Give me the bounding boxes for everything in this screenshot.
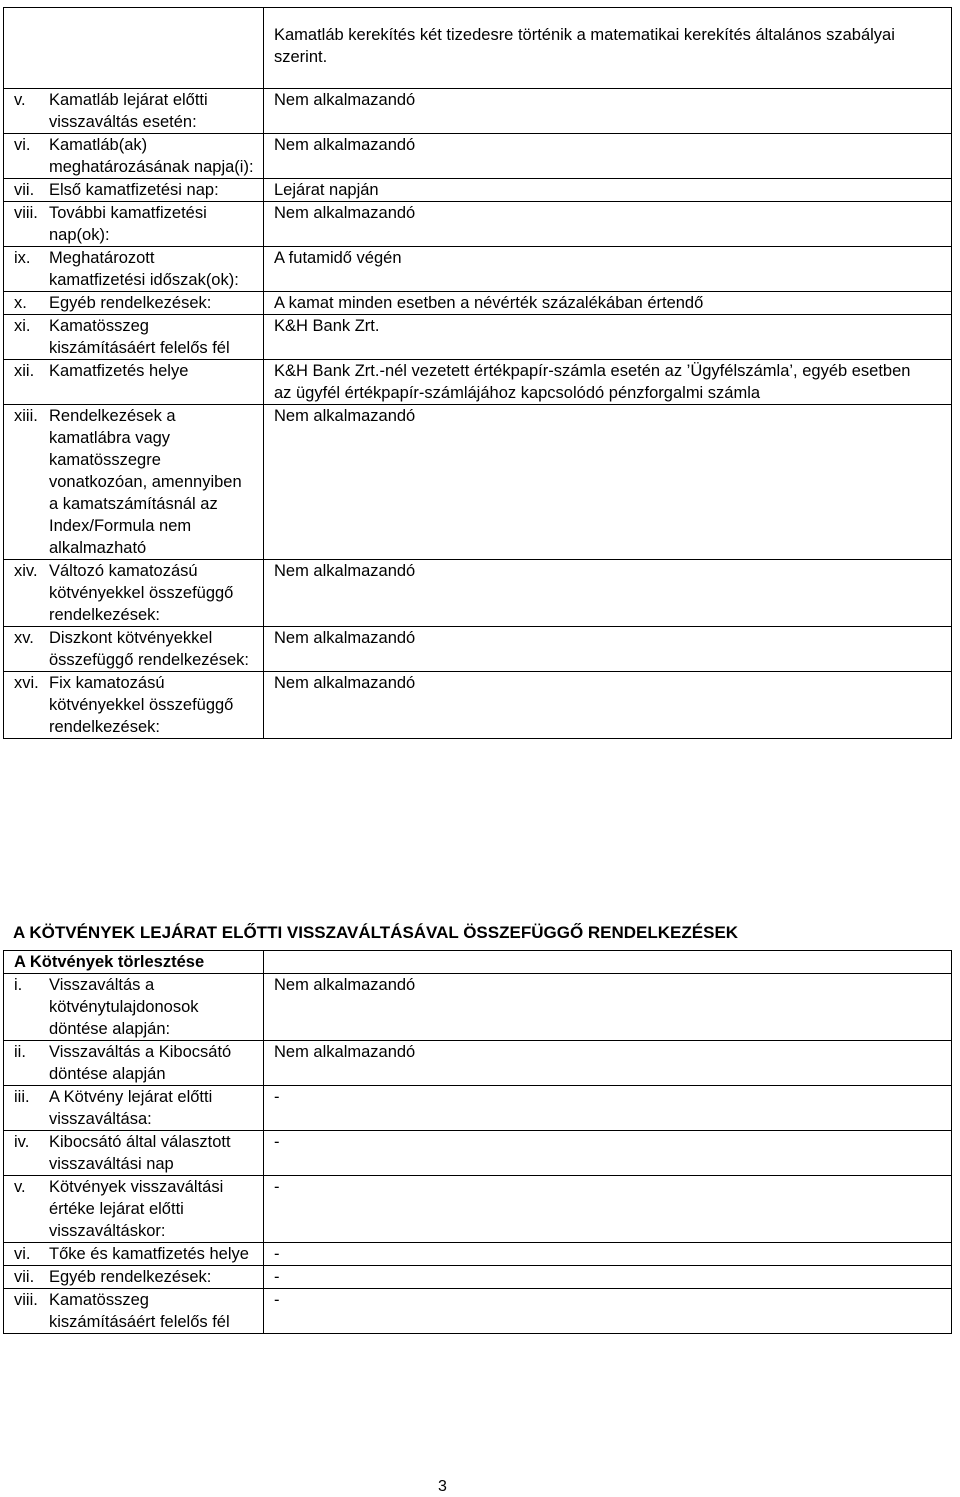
row-label: Kötvények visszaváltási értéke lejárat előtti visszaváltáskor:	[49, 1178, 224, 1240]
row-value: -	[264, 1086, 952, 1131]
row-value: Nem alkalmazandó	[264, 560, 952, 627]
row-label-cell	[4, 974, 264, 1041]
row-label-cell	[4, 360, 264, 405]
row-label: Tőke és kamatfizetés helye	[49, 1245, 249, 1263]
empty-cell	[4, 8, 264, 89]
table-row	[4, 292, 952, 315]
row-number: vi.	[14, 136, 31, 154]
row-number: xiii.	[14, 407, 38, 425]
table-row	[4, 974, 952, 1041]
row-label: Kamatösszeg kiszámításáért felelős fél	[49, 1291, 230, 1331]
row-value: K&H Bank Zrt.-nél vezetett értékpapír-számla esetén az ’Ügyfélszámla’, egyéb esetben az ügyfél értékpapír-számlájához kapcsolódó pénzforgalmi számla	[264, 360, 952, 405]
page-number: 3	[438, 1478, 447, 1495]
table-row	[4, 1266, 952, 1289]
row-label: Kibocsátó által választott visszaváltási nap	[49, 1133, 231, 1173]
table-row	[4, 202, 952, 247]
table-row	[4, 672, 952, 739]
row-value: -	[264, 1243, 952, 1266]
row-number: xii.	[14, 362, 35, 380]
row-label-cell	[4, 247, 264, 292]
row-number: x.	[14, 294, 27, 312]
section-heading: A KÖTVÉNYEK LEJÁRAT ELŐTTI VISSZAVÁLTÁSÁVAL ÖSSZEFÜGGŐ RENDELKEZÉSEK	[13, 923, 739, 942]
row-number: vii.	[14, 1268, 35, 1286]
row-value: K&H Bank Zrt.	[264, 315, 952, 360]
row-label: Kamatláb lejárat előtti visszaváltás esetén:	[49, 91, 208, 131]
table-row	[4, 8, 952, 89]
row-label-cell	[4, 89, 264, 134]
row-number: iv.	[14, 1133, 30, 1151]
row-label-cell	[4, 1289, 264, 1334]
table-row	[4, 179, 952, 202]
row-value: -	[264, 1289, 952, 1334]
row-label: A Kötvény lejárat előtti visszaváltása:	[49, 1088, 213, 1128]
redemption-subheading: A Kötvények törlesztése	[4, 951, 264, 974]
row-label-cell	[4, 1266, 264, 1289]
row-value: -	[264, 1176, 952, 1243]
row-label-cell	[4, 560, 264, 627]
row-label: Egyéb rendelkezések:	[49, 294, 212, 312]
interest-provisions-table	[3, 7, 952, 739]
table-row	[4, 315, 952, 360]
table-row	[4, 1041, 952, 1086]
table-row	[4, 1131, 952, 1176]
row-label: Egyéb rendelkezések:	[49, 1268, 212, 1286]
table-row	[4, 627, 952, 672]
row-label-cell	[4, 1041, 264, 1086]
row-number: ix.	[14, 249, 31, 267]
row-label: Változó kamatozású kötvényekkel összefüggő rendelkezések:	[49, 562, 234, 624]
row-value: A futamidő végén	[264, 247, 952, 292]
row-value: Nem alkalmazandó	[264, 974, 952, 1041]
row-number: i.	[14, 976, 23, 994]
row-value: Nem alkalmazandó	[264, 627, 952, 672]
row-value: Nem alkalmazandó	[264, 202, 952, 247]
row-value: Nem alkalmazandó	[264, 1041, 952, 1086]
table-row	[4, 1176, 952, 1243]
row-label: Visszaváltás a kötvénytulajdonosok döntése alapján:	[49, 976, 199, 1038]
row-label-cell	[4, 292, 264, 315]
row-label-cell	[4, 1176, 264, 1243]
row-number: viii.	[14, 1291, 38, 1309]
redemption-table	[3, 950, 952, 1334]
row-label: Kamatösszeg kiszámításáért felelős fél	[49, 317, 230, 357]
row-value: -	[264, 1131, 952, 1176]
row-value: Lejárat napján	[264, 179, 952, 202]
row-label-cell	[4, 315, 264, 360]
row-label-cell	[4, 405, 264, 560]
table-row	[4, 134, 952, 179]
empty-cell	[264, 951, 952, 974]
table-row	[4, 560, 952, 627]
row-number: v.	[14, 91, 26, 109]
table-row	[4, 1243, 952, 1266]
row-number: vii.	[14, 181, 35, 199]
rounding-note: Kamatláb kerekítés két tizedesre történik a matematikai kerekítés általános szabályai szerint.	[264, 8, 952, 89]
row-label-cell	[4, 672, 264, 739]
row-label: Kamatfizetés helye	[49, 362, 189, 380]
row-label-cell	[4, 627, 264, 672]
row-label-cell	[4, 1243, 264, 1266]
row-number: xiv.	[14, 562, 38, 580]
row-label: Visszaváltás a Kibocsátó döntése alapján	[49, 1043, 232, 1083]
row-label-cell	[4, 1131, 264, 1176]
row-number: ii.	[14, 1043, 26, 1061]
table-row	[4, 951, 952, 974]
row-label: További kamatfizetési nap(ok):	[49, 204, 207, 244]
row-label: Kamatláb(ak) meghatározásának napja(i):	[49, 136, 254, 176]
row-label-cell	[4, 202, 264, 247]
table-row	[4, 247, 952, 292]
row-value: A kamat minden esetben a névérték százalékában értendő	[264, 292, 952, 315]
row-number: vi.	[14, 1245, 31, 1263]
row-value: Nem alkalmazandó	[264, 134, 952, 179]
row-number: xi.	[14, 317, 31, 335]
row-value: -	[264, 1266, 952, 1289]
table-row	[4, 405, 952, 560]
row-number: v.	[14, 1178, 26, 1196]
row-number: xvi.	[14, 674, 39, 692]
row-label: Fix kamatozású kötvényekkel összefüggő rendelkezések:	[49, 674, 234, 736]
row-label: Meghatározott kamatfizetési időszak(ok):	[49, 249, 239, 289]
table-row	[4, 1289, 952, 1334]
row-label-cell	[4, 134, 264, 179]
table-row	[4, 1086, 952, 1131]
row-number: viii.	[14, 204, 38, 222]
row-value: Nem alkalmazandó	[264, 405, 952, 560]
table-row	[4, 360, 952, 405]
row-label: Rendelkezések a kamatlábra vagy kamatösszegre vonatkozóan, amennyiben a kamatszámításnál az Index/Formula nem alkalmazható	[49, 407, 242, 557]
row-label-cell	[4, 179, 264, 202]
row-label: Diszkont kötvényekkel összefüggő rendelkezések:	[49, 629, 249, 669]
row-label: Első kamatfizetési nap:	[49, 181, 219, 199]
row-label-cell	[4, 1086, 264, 1131]
row-value: Nem alkalmazandó	[264, 89, 952, 134]
row-value: Nem alkalmazandó	[264, 672, 952, 739]
row-number: xv.	[14, 629, 34, 647]
table-row	[4, 89, 952, 134]
row-number: iii.	[14, 1088, 30, 1106]
